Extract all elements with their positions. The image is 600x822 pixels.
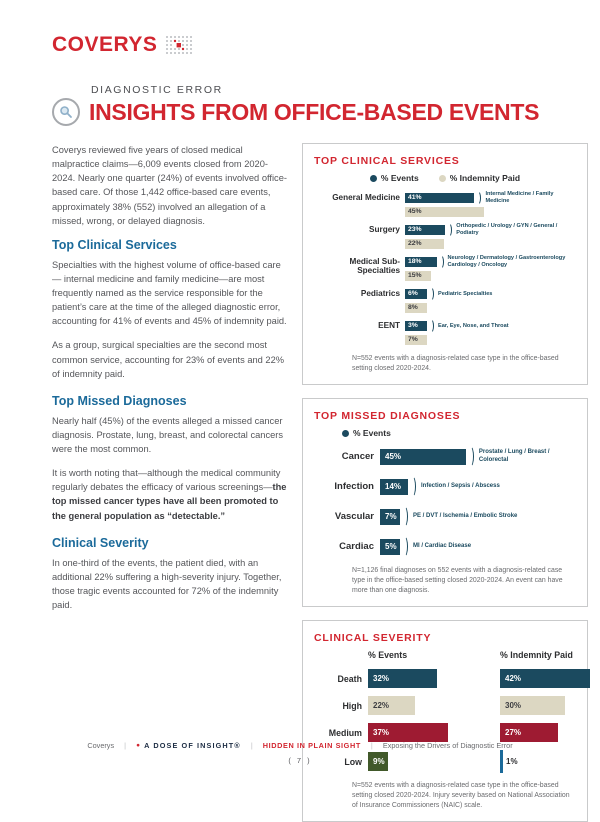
- events-value: 32%: [373, 674, 390, 683]
- chart-top-clinical-services: [302, 143, 588, 385]
- events-value: 7%: [385, 512, 397, 521]
- events-bar: [405, 321, 427, 331]
- legend-events-label: % Events: [353, 428, 391, 438]
- clinical-services-paragraph-1: Specialties with the highest volume of office-based care— internal medicine and family medicine—are most frequently named as the service responsible for the patient’s care at the time of the alleged diagnostic error, accounting for 41% of events and 45% of indemnity paid.: [52, 259, 287, 327]
- content-area: [52, 143, 588, 822]
- bar-end-arc: [409, 476, 416, 497]
- red-dot-icon: ●: [136, 742, 142, 749]
- magnifying-glass-icon: [52, 98, 80, 126]
- events-bar: [405, 225, 445, 235]
- indemnity-bar: [500, 723, 558, 742]
- chart3-title: CLINICAL SEVERITY: [314, 632, 432, 644]
- indemnity-bar: [405, 207, 484, 217]
- legend-indemnity-label: % Indemnity Paid: [449, 173, 521, 183]
- missed-diagnoses-paragraph-2-bold: the top missed cancer types have all been promoted to the general population as “detectable.”: [52, 482, 287, 521]
- footer-brand: Coverys: [87, 741, 115, 750]
- indemnity-bar: [405, 303, 427, 313]
- events-bar: [380, 539, 400, 555]
- heading-top-clinical-services: Top Clinical Services: [52, 237, 177, 252]
- indemnity-bar: [405, 271, 431, 281]
- bar-end-arc: [438, 255, 444, 269]
- bar-end-arc: [428, 319, 434, 333]
- chart2-row-label: Cancer: [341, 451, 374, 462]
- chart1-legend: [314, 173, 576, 183]
- events-legend-dot-icon: [370, 175, 377, 182]
- footer-divider: |: [250, 741, 253, 750]
- events-bar: [368, 669, 437, 688]
- events-value: 37%: [373, 728, 390, 737]
- footer-divider: |: [124, 741, 127, 750]
- chart2-footnote: N=1,126 final diagnoses on 552 events with a diagnosis-related case type in the office-based setting closed 2020-2024. An event can have more than one diagnosis.: [352, 567, 563, 594]
- chart1-row-label: Medical Sub-Specialties: [349, 257, 400, 276]
- indemnity-value: 30%: [505, 701, 522, 710]
- events-column-header: % Events: [368, 650, 408, 660]
- chart1-row-label: EENT: [378, 321, 400, 330]
- events-value: 6%: [408, 289, 418, 297]
- page-number: ( 7 ): [288, 756, 312, 765]
- indemnity-value: 1%: [506, 757, 518, 766]
- coverys-logo: [52, 34, 194, 63]
- events-value: 41%: [408, 193, 422, 201]
- events-value: 3%: [408, 321, 418, 329]
- chart3-row-medium: [314, 723, 576, 742]
- indemnity-column-header: % Indemnity Paid: [500, 650, 573, 660]
- indemnity-legend-dot-icon: [439, 175, 446, 182]
- events-bar: [380, 449, 466, 465]
- chart1-row-label: Surgery: [369, 225, 400, 234]
- diagnosis-note: Infection / Sepsis / Abscess: [421, 482, 500, 489]
- page-title: INSIGHTS FROM OFFICE-BASED EVENTS: [89, 98, 540, 125]
- intro-paragraph: Coverys reviewed five years of closed medical malpractice claims—6,009 events closed from 2020-2024. Nearly one quarter (24%) of events involved office-based care. Of those 1,442 office-based care events, approximately 38% (552) involved an allegation of a missed, wrong, or delayed diagnosis.: [52, 145, 287, 226]
- title-row: [52, 98, 539, 126]
- legend-events-label: % Events: [380, 173, 419, 183]
- chart2-row-vascular: [314, 506, 576, 527]
- indemnity-bar: [405, 335, 427, 345]
- indemnity-value: 7%: [408, 335, 418, 343]
- footer-divider: |: [370, 741, 373, 750]
- footer-dose-of-insight-label: A DOSE OF INSIGHT®: [144, 741, 241, 750]
- legend-item-events: [370, 173, 419, 183]
- indemnity-value: 45%: [408, 207, 422, 215]
- events-bar: [405, 193, 474, 203]
- dot-grid-icon: [164, 34, 194, 63]
- missed-diagnoses-paragraph-1: Nearly half (45%) of the events alleged a missed cancer diagnosis. Prostate, lung, breast, and colorectal cancers were the most common.: [52, 415, 284, 454]
- indemnity-bar: [500, 696, 565, 715]
- indemnity-value: 22%: [408, 239, 422, 247]
- chart1-row-surgery: [314, 223, 576, 251]
- chart1-row-eent: [314, 319, 576, 347]
- heading-top-missed-diagnoses: Top Missed Diagnoses: [52, 393, 187, 408]
- chart2-row-cancer: [314, 446, 576, 467]
- bar-end-arc: [475, 191, 481, 205]
- events-value: 22%: [373, 701, 390, 710]
- chart2-legend: [342, 428, 576, 438]
- bar-end-arc: [401, 536, 408, 557]
- indemnity-bar: [500, 669, 590, 688]
- chart2-row-label: Infection: [334, 481, 374, 492]
- eyebrow-label: DIAGNOSTIC ERROR: [91, 84, 223, 96]
- events-bar: [405, 289, 427, 299]
- footer-tagline: Exposing the Drivers of Diagnostic Error: [382, 741, 513, 750]
- chart2-row-infection: [314, 476, 576, 497]
- bar-end-arc: [428, 287, 434, 301]
- events-value: 14%: [385, 482, 402, 491]
- chart1-row-general-medicine: [314, 191, 576, 219]
- chart1-footnote: N=552 events with a diagnosis-related case type in the office-based setting closed 2020-2024.: [352, 355, 559, 372]
- bar-end-arc: [446, 223, 452, 237]
- chart1-title: TOP CLINICAL SERVICES: [314, 155, 460, 167]
- clinical-services-paragraph-2: As a group, surgical specialties are the second most common service, accounting for 23% of events and 22% of indemnity paid.: [52, 340, 285, 379]
- chart2-row-label: Cardiac: [339, 541, 374, 552]
- chart1-row-pediatrics: [314, 287, 576, 315]
- events-bar: [380, 509, 400, 525]
- indemnity-bar: [405, 239, 444, 249]
- events-bar: [368, 723, 448, 742]
- events-legend-dot-icon: [342, 430, 349, 437]
- legend-item-indemnity: [439, 173, 520, 183]
- chart1-row-medical-sub-specialties: [314, 255, 576, 283]
- specialty-note: Neurology / Dermatology / Gastroenterology Cardiology / Oncology: [447, 255, 566, 268]
- indemnity-value: 8%: [408, 303, 418, 311]
- heading-clinical-severity: Clinical Severity: [52, 535, 149, 550]
- severity-label: High: [342, 700, 362, 711]
- specialty-note: Internal Medicine / Family Medicine: [485, 191, 554, 204]
- chart1-row-label: General Medicine: [332, 193, 400, 202]
- missed-diagnoses-paragraph-2-normal: It is worth noting that—although the medical community regularly debates the efficacy of various screenings—: [52, 468, 281, 493]
- chart2-title: TOP MISSED DIAGNOSES: [314, 410, 461, 422]
- body-text-column: [52, 143, 289, 822]
- diagnosis-note: Prostate / Lung / Breast / Colorectal: [478, 449, 550, 463]
- chart2-row-cardiac: [314, 536, 576, 557]
- chart-clinical-severity: [302, 620, 588, 822]
- chart3-row-high: [314, 696, 576, 715]
- missed-diagnoses-paragraph-2: [52, 466, 289, 523]
- footer-dose-of-insight: [136, 741, 241, 750]
- indemnity-value: 27%: [505, 728, 522, 737]
- indemnity-value: 15%: [408, 271, 422, 279]
- chart3-column-headers: [314, 650, 576, 660]
- events-value: 5%: [385, 542, 397, 551]
- diagnosis-note: PE / DVT / Ischemia / Embolic Stroke: [413, 512, 518, 519]
- events-bar: [380, 479, 408, 495]
- chart3-row-death: [314, 669, 576, 688]
- chart2-row-label: Vascular: [334, 511, 374, 522]
- page-footer: [0, 741, 600, 750]
- events-value: 45%: [385, 452, 402, 461]
- bar-end-arc: [467, 446, 474, 467]
- diagnosis-note: MI / Cardiac Disease: [413, 542, 472, 549]
- footer-hidden-in-plain-sight: HIDDEN IN PLAIN SIGHT: [262, 741, 361, 750]
- coverys-logo-text: COVERYS: [52, 33, 158, 56]
- events-value: 18%: [408, 257, 422, 265]
- specialty-note: Ear, Eye, Nose, and Throat: [438, 322, 509, 329]
- chart1-row-label: Pediatrics: [360, 289, 400, 298]
- events-bar: [368, 696, 415, 715]
- chart-top-missed-diagnoses: [302, 398, 588, 607]
- clinical-severity-paragraph: In one-third of the events, the patient died, with an additional 22% suffering a high-severity injury. Together, those tragic events accounted for 72% of the indemnity paid.: [52, 557, 282, 610]
- events-value: 9%: [373, 757, 385, 766]
- severity-label: Medium: [328, 727, 362, 738]
- charts-column: [302, 143, 588, 822]
- severity-label: Low: [344, 756, 362, 767]
- legend-item-events: [342, 428, 391, 438]
- specialty-note: Pediatric Specialties: [438, 290, 493, 297]
- events-value: 23%: [408, 225, 422, 233]
- events-bar: [405, 257, 437, 267]
- bar-end-arc: [401, 506, 408, 527]
- specialty-note: Orthopedic / Urology / GYN / General / Podiatry: [456, 223, 558, 236]
- indemnity-value: 42%: [505, 674, 522, 683]
- severity-label: Death: [337, 673, 362, 684]
- chart3-footnote: N=552 events with a diagnosis-related case type in the office-based setting closed 2020-2024. Injury severity based on National Association of Insurance Commissioners (NAIC) scale.: [352, 782, 570, 809]
